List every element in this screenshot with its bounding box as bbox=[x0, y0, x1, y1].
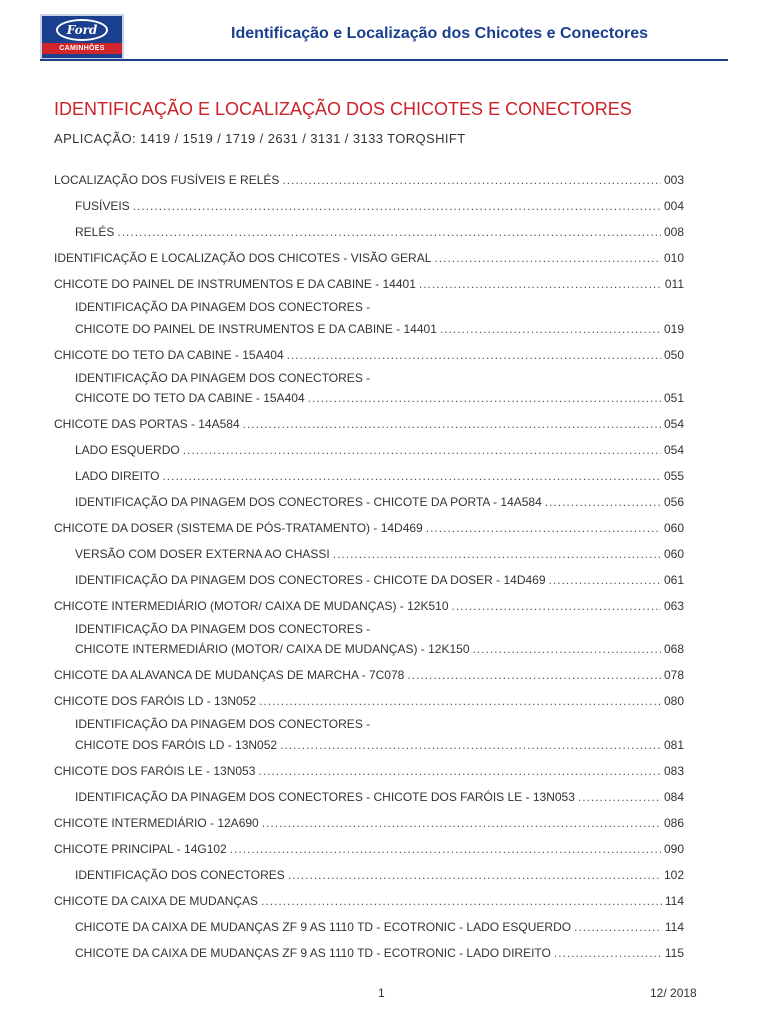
dot-leader bbox=[261, 894, 662, 908]
dot-leader bbox=[419, 277, 662, 291]
toc-entry-page: 102 bbox=[663, 868, 684, 882]
toc-entry[interactable] bbox=[75, 466, 684, 483]
toc-entry-label: RELÉS bbox=[75, 225, 115, 239]
toc-entry-prefix: IDENTIFICAÇÃO DA PINAGEM DOS CONECTORES - bbox=[75, 717, 371, 731]
toc-entry-page: 115 bbox=[664, 946, 684, 960]
toc-entry[interactable] bbox=[75, 544, 684, 561]
toc-entry-label: LADO DIREITO bbox=[75, 469, 160, 483]
toc-entry-page: 083 bbox=[663, 764, 684, 778]
header-title: Identificação e Localização dos Chicotes e Conectores bbox=[231, 25, 649, 42]
revision-date: 12/ 2018 bbox=[650, 986, 697, 1000]
dot-leader bbox=[545, 495, 661, 509]
toc-entry[interactable] bbox=[75, 735, 684, 752]
toc-entry-label: LOCALIZAÇÃO DOS FUSÍVEIS E RELÉS bbox=[54, 173, 280, 187]
toc-entry-label: CHICOTE DA ALAVANCA DE MUDANÇAS DE MARCHA - 7C078 bbox=[54, 668, 405, 682]
toc-entry[interactable] bbox=[75, 492, 684, 509]
dot-leader bbox=[288, 868, 661, 882]
application-subtitle: APLICAÇÃO: 1419 / 1519 / 1719 / 2631 / 3131 / 3133 TORQSHIFT bbox=[54, 131, 466, 146]
toc-entry-label: IDENTIFICAÇÃO DA PINAGEM DOS CONECTORES - CHICOTE DOS FARÓIS LE - 13N053 bbox=[75, 790, 575, 804]
toc-entry[interactable] bbox=[54, 665, 684, 682]
toc-entry-page: 054 bbox=[663, 443, 684, 457]
toc-entry[interactable] bbox=[75, 440, 684, 457]
toc-entry[interactable] bbox=[54, 414, 684, 431]
toc-entry-label: CHICOTE INTERMEDIÁRIO (MOTOR/ CAIXA DE MUDANÇAS) - 12K510 bbox=[54, 599, 449, 613]
toc-entry-prefix: IDENTIFICAÇÃO DA PINAGEM DOS CONECTORES - bbox=[75, 371, 371, 385]
toc-entry-label: CHICOTE DO TETO DA CABINE - 15A404 bbox=[54, 348, 284, 362]
toc-entry[interactable] bbox=[54, 518, 684, 535]
toc-entry-label: CHICOTE DOS FARÓIS LD - 13N052 bbox=[54, 694, 257, 708]
toc-entry-label: CHICOTE DAS PORTAS - 14A584 bbox=[54, 417, 240, 431]
toc-entry-page: 090 bbox=[663, 842, 684, 856]
dot-leader bbox=[282, 173, 661, 187]
toc-entry[interactable] bbox=[75, 196, 684, 213]
toc-entry-page: 010 bbox=[663, 251, 684, 265]
dot-leader bbox=[407, 668, 661, 682]
toc-entry-page: 055 bbox=[663, 469, 684, 483]
toc-entry[interactable] bbox=[75, 639, 684, 656]
toc-entry-page: 084 bbox=[663, 790, 684, 804]
dot-leader bbox=[230, 842, 661, 856]
toc-entry-page: 060 bbox=[663, 521, 684, 535]
toc-entry[interactable] bbox=[54, 248, 684, 265]
toc-entry-label: IDENTIFICAÇÃO E LOCALIZAÇÃO DOS CHICOTES - VISÃO GERAL bbox=[54, 251, 432, 265]
toc-entry-label: CHICOTE INTERMEDIÁRIO - 12A690 bbox=[54, 816, 259, 830]
dot-leader bbox=[280, 738, 661, 752]
page-header bbox=[0, 0, 768, 62]
toc-entry-label: CHICOTE DA CAIXA DE MUDANÇAS ZF 9 AS 1110 TD - ECOTRONIC - LADO DIREITO bbox=[75, 946, 551, 960]
toc-entry-page: 080 bbox=[663, 694, 684, 708]
toc-entry[interactable] bbox=[75, 787, 684, 804]
toc-entry-label: VERSÃO COM DOSER EXTERNA AO CHASSI bbox=[75, 547, 330, 561]
toc-entry-label: CHICOTE DO PAINEL DE INSTRUMENTOS E DA CABINE - 14401 bbox=[54, 277, 416, 291]
ford-oval-logo-text: Ford bbox=[56, 19, 108, 41]
toc-entry-page: 051 bbox=[663, 391, 684, 405]
toc-entry[interactable] bbox=[75, 319, 684, 336]
toc-entry-page: 061 bbox=[663, 573, 684, 587]
dot-leader bbox=[162, 469, 661, 483]
toc-entry[interactable] bbox=[75, 917, 684, 934]
toc-entry-label: CHICOTE DO TETO DA CABINE - 15A404 bbox=[75, 391, 305, 405]
toc-entry-label: CHICOTE PRINCIPAL - 14G102 bbox=[54, 842, 227, 856]
toc-entry-prefix: IDENTIFICAÇÃO DA PINAGEM DOS CONECTORES - bbox=[75, 622, 371, 636]
dot-leader bbox=[452, 599, 661, 613]
toc-entry-label: CHICOTE DA CAIXA DE MUDANÇAS bbox=[54, 894, 259, 908]
toc-entry-label: CHICOTE INTERMEDIÁRIO (MOTOR/ CAIXA DE MUDANÇAS) - 12K150 bbox=[75, 642, 470, 656]
toc-entry-label: IDENTIFICAÇÃO DA PINAGEM DOS CONECTORES - CHICOTE DA DOSER - 14D469 bbox=[75, 573, 546, 587]
dot-leader bbox=[262, 816, 661, 830]
toc-entry-page: 068 bbox=[663, 642, 684, 656]
toc-entry-page: 114 bbox=[664, 920, 684, 934]
toc-entry[interactable] bbox=[75, 388, 684, 405]
toc-entry[interactable] bbox=[54, 813, 684, 830]
dot-leader bbox=[133, 199, 661, 213]
toc-entry[interactable] bbox=[75, 865, 684, 882]
toc-entry[interactable] bbox=[54, 891, 684, 908]
dot-leader bbox=[554, 946, 662, 960]
toc-entry[interactable] bbox=[54, 839, 684, 856]
toc-entry-page: 003 bbox=[663, 173, 684, 187]
caminhoes-band: CAMINHÕES bbox=[42, 43, 122, 54]
dot-leader bbox=[287, 348, 661, 362]
document-title: IDENTIFICAÇÃO E LOCALIZAÇÃO DOS CHICOTES E CONECTORES bbox=[54, 99, 632, 119]
toc-entry-page: 114 bbox=[664, 894, 684, 908]
dot-leader bbox=[549, 573, 661, 587]
dot-leader bbox=[473, 642, 661, 656]
toc-entry-page: 081 bbox=[663, 738, 684, 752]
toc-entry[interactable] bbox=[54, 596, 684, 613]
toc-entry-label: CHICOTE DOS FARÓIS LE - 13N053 bbox=[54, 764, 256, 778]
dot-leader bbox=[259, 694, 661, 708]
toc-entry-page: 050 bbox=[663, 348, 684, 362]
dot-leader bbox=[574, 920, 662, 934]
toc-entry[interactable] bbox=[54, 761, 684, 778]
page-number: 1 bbox=[378, 986, 385, 1000]
toc-entry-page: 056 bbox=[663, 495, 684, 509]
toc-entry-page: 060 bbox=[663, 547, 684, 561]
toc-entry-label: LADO ESQUERDO bbox=[75, 443, 180, 457]
toc-entry-prefix: IDENTIFICAÇÃO DA PINAGEM DOS CONECTORES - bbox=[75, 300, 371, 314]
dot-leader bbox=[243, 417, 661, 431]
toc-entry[interactable] bbox=[75, 943, 684, 960]
dot-leader bbox=[426, 521, 661, 535]
toc-entry-label: CHICOTE DO PAINEL DE INSTRUMENTOS E DA CABINE - 14401 bbox=[75, 322, 437, 336]
toc-entry-label: FUSÍVEIS bbox=[75, 199, 130, 213]
toc-entry-label: IDENTIFICAÇÃO DOS CONECTORES bbox=[75, 868, 285, 882]
header-divider bbox=[40, 59, 728, 61]
dot-leader bbox=[183, 443, 661, 457]
toc-entry[interactable] bbox=[54, 691, 684, 708]
toc-entry[interactable] bbox=[54, 170, 684, 187]
toc-entry-page: 054 bbox=[663, 417, 684, 431]
toc-entry-page: 004 bbox=[663, 199, 684, 213]
toc-entry-label: CHICOTE DA CAIXA DE MUDANÇAS ZF 9 AS 1110 TD - ECOTRONIC - LADO ESQUERDO bbox=[75, 920, 572, 934]
toc-entry[interactable] bbox=[54, 345, 684, 362]
toc-entry-page: 011 bbox=[664, 277, 684, 291]
ford-logo bbox=[40, 14, 124, 60]
toc-entry-label: IDENTIFICAÇÃO DA PINAGEM DOS CONECTORES - CHICOTE DA PORTA - 14A584 bbox=[75, 495, 542, 509]
toc-entry[interactable] bbox=[54, 274, 684, 291]
toc-entry[interactable] bbox=[75, 570, 684, 587]
toc-entry[interactable] bbox=[75, 222, 684, 239]
dot-leader bbox=[333, 547, 661, 561]
dot-leader bbox=[117, 225, 661, 239]
toc-entry-page: 078 bbox=[663, 668, 684, 682]
dot-leader bbox=[258, 764, 661, 778]
toc-entry-label: CHICOTE DOS FARÓIS LD - 13N052 bbox=[75, 738, 278, 752]
toc-entry-label: CHICOTE DA DOSER (SISTEMA DE PÓS-TRATAMENTO) - 14D469 bbox=[54, 521, 423, 535]
dot-leader bbox=[434, 251, 661, 265]
toc-entry-page: 008 bbox=[663, 225, 684, 239]
dot-leader bbox=[578, 790, 661, 804]
dot-leader bbox=[440, 322, 661, 336]
toc-entry-page: 019 bbox=[663, 322, 684, 336]
dot-leader bbox=[308, 391, 661, 405]
toc-entry-page: 063 bbox=[663, 599, 684, 613]
toc-entry-page: 086 bbox=[663, 816, 684, 830]
